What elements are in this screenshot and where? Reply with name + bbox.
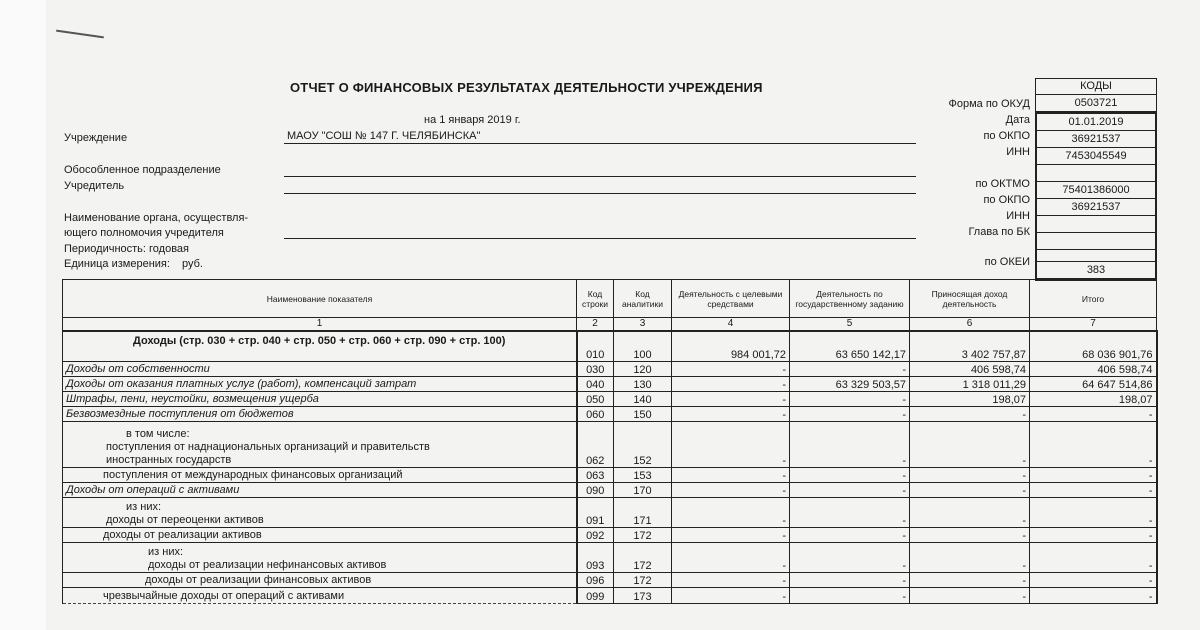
okei-label: по ОКЕИ [984,256,1030,268]
row-c7: - [1030,572,1157,587]
subdivision-underline [284,176,916,177]
row-c4: - [672,572,790,587]
row-code: 050 [577,391,614,406]
row-c5: - [790,482,910,497]
row-analytic: 153 [614,467,672,482]
codes-header: КОДЫ [1036,79,1156,95]
row-analytic: 150 [614,406,672,421]
row-analytic: 172 [614,527,672,542]
row-code: 030 [577,361,614,376]
row-c6: 198,07 [910,391,1030,406]
row-c6: - [910,542,1030,572]
col-num-4: 4 [672,318,790,332]
table-row [63,572,1157,587]
row-code: 096 [577,572,614,587]
header-income-activity: Приносящая доход деятельность [910,280,1030,318]
row-c6: - [910,406,1030,421]
row-analytic: 140 [614,391,672,406]
table-row [63,467,1157,482]
inn2-value [1037,216,1155,233]
institution-label: Учреждение [64,132,128,144]
row-c5: - [790,497,910,527]
row-name: доходы от реализации финансовых активов [63,572,577,587]
authority-underline [284,238,916,239]
table-row [63,542,1157,572]
col-num-3: 3 [614,318,672,332]
table-row [63,482,1157,497]
institution-underline [284,143,916,144]
row-name-text: поступления от наднациональных организаций и правительств иностранных государств [106,440,430,466]
row-c7: - [1030,482,1157,497]
row-code: 099 [577,587,614,603]
row-c5: - [790,527,910,542]
col-num-6: 6 [910,318,1030,332]
row-c5: - [790,361,910,376]
header-line-code: Код строки [577,280,614,318]
inn-label: ИНН [1006,146,1030,158]
row-c5: - [790,572,910,587]
row-c4: - [672,482,790,497]
table-row [63,497,1157,527]
table-row [63,361,1157,376]
row-name: поступления от международных финансовых организаций [63,467,577,482]
row-code: 092 [577,527,614,542]
okud-label: Форма по ОКУД [948,98,1030,110]
row-c4: - [672,391,790,406]
row-c7: 406 598,74 [1030,361,1157,376]
row-name: Доходы от собственности [63,361,577,376]
header-analytic-code: Код аналитики [614,280,672,318]
okpo2-label: по ОКПО [983,194,1030,206]
row-name: доходы от реализации активов [63,527,577,542]
row-analytic: 171 [614,497,672,527]
row-c6: - [910,421,1030,467]
row-c4: - [672,376,790,391]
row-c5: 63 650 142,17 [790,331,910,361]
row-code: 091 [577,497,614,527]
subsection-caption: из них: [126,500,162,513]
row-name: чрезвычайные доходы от операций с активами [63,587,577,603]
staple-mark [56,30,104,39]
date-value: 01.01.2019 [1037,114,1155,131]
row-c7: - [1030,542,1157,572]
authority-label-line2: ющего полномочия учредителя [64,227,224,239]
row-code: 063 [577,467,614,482]
header-total: Итого [1030,280,1157,318]
oktmo-label: по ОКТМО [975,178,1030,190]
financial-results-table [62,279,1158,604]
authority-label-line1: Наименование органа, осуществля- [64,212,249,224]
subsection-caption: в том числе: [126,427,190,440]
table-row [63,391,1157,406]
row-c4: - [672,467,790,482]
row-c4: - [672,527,790,542]
header-name: Наименование показателя [63,280,577,318]
row-name: Безвозмездные поступления от бюджетов [63,406,577,421]
row-analytic: 100 [614,331,672,361]
table-row [63,331,1157,361]
row-c5: - [790,542,910,572]
subdivision-label: Обособленное подразделение [64,164,221,176]
table-row [63,527,1157,542]
row-c7: - [1030,497,1157,527]
row-c7: - [1030,421,1157,467]
inn-value: 7453045549 [1037,148,1155,165]
row-name-text: доходы от реализации нефинансовых активов [148,558,387,571]
empty-code-1 [1037,165,1155,182]
col-num-2: 2 [577,318,614,332]
inn2-label: ИНН [1006,210,1030,222]
row-c5: - [790,391,910,406]
okpo-value: 36921537 [1037,131,1155,148]
row-name: Доходы от операций с активами [63,482,577,497]
col-num-7: 7 [1030,318,1157,332]
row-analytic: 130 [614,376,672,391]
unit-value: руб. [182,258,203,270]
table-row [63,421,1157,467]
table-row [63,587,1157,603]
row-name: Доходы (стр. 030 + стр. 040 + стр. 050 + стр. 060 + стр. 090 + стр. 100) [63,331,577,361]
founder-underline [284,193,916,194]
institution-value: МАОУ "СОШ № 147 Г. ЧЕЛЯБИНСКА" [287,130,481,142]
header-target-funds: Деятельность с целевыми средствами [672,280,790,318]
table-header-row [63,280,1157,318]
row-c6: - [910,467,1030,482]
date-label: Дата [1005,114,1030,126]
row-c7: - [1030,587,1157,603]
row-name: Штрафы, пени, неустойки, возмещения ущерба [63,391,577,406]
row-c4: - [672,361,790,376]
row-c6: - [910,572,1030,587]
table-row [63,376,1157,391]
row-c6: - [910,527,1030,542]
row-c4: 984 001,72 [672,331,790,361]
row-c5: - [790,421,910,467]
row-c7: 68 036 901,76 [1030,331,1157,361]
row-c7: 64 647 514,86 [1030,376,1157,391]
row-analytic: 120 [614,361,672,376]
report-title: ОТЧЕТ О ФИНАНСОВЫХ РЕЗУЛЬТАТАХ ДЕЯТЕЛЬНОСТИ УЧРЕЖДЕНИЯ [290,80,763,95]
row-c5: 63 329 503,57 [790,376,910,391]
row-analytic: 172 [614,572,672,587]
row-c5: - [790,587,910,603]
row-c6: - [910,587,1030,603]
okpo-label: по ОКПО [983,130,1030,142]
periodicity-label: Периодичность: годовая [64,243,190,255]
codes-box [1035,78,1157,281]
row-code: 062 [577,421,614,467]
okpo2-value: 36921537 [1037,199,1155,216]
bk-value [1037,233,1155,250]
row-c6: 1 318 011,29 [910,376,1030,391]
row-c4: - [672,587,790,603]
subsection-caption: из них: [148,545,184,558]
row-code: 090 [577,482,614,497]
col-num-5: 5 [790,318,910,332]
okei-value: 383 [1086,264,1106,276]
col-num-1: 1 [63,318,577,332]
row-analytic: 173 [614,587,672,603]
row-code: 040 [577,376,614,391]
row-name-text: доходы от переоценки активов [106,513,264,526]
row-name [63,497,577,527]
row-c7: - [1030,467,1157,482]
row-name [63,421,577,467]
row-c7: 198,07 [1030,391,1157,406]
empty-code-2 [1037,250,1155,262]
row-c6: 3 402 757,87 [910,331,1030,361]
row-c4: - [672,406,790,421]
row-c4: - [672,542,790,572]
report-date-line: на 1 января 2019 г. [424,114,521,126]
founder-label: Учредитель [64,180,125,192]
row-c7: - [1030,406,1157,421]
table-row [63,406,1157,421]
row-c7: - [1030,527,1157,542]
row-code: 010 [577,331,614,361]
row-c5: - [790,406,910,421]
row-c6: 406 598,74 [910,361,1030,376]
oktmo-value: 75401386000 [1037,182,1155,199]
row-code: 093 [577,542,614,572]
row-c6: - [910,482,1030,497]
row-c5: - [790,467,910,482]
row-c6: - [910,497,1030,527]
row-analytic: 172 [614,542,672,572]
bk-label: Глава по БК [968,226,1030,238]
okud-value: 0503721 [1036,95,1156,112]
header-state-task: Деятельность по государственному заданию [790,280,910,318]
row-analytic: 152 [614,421,672,467]
column-number-row [63,318,1157,332]
row-c4: - [672,497,790,527]
row-name: Доходы от оказания платных услуг (работ), компенсаций затрат [63,376,577,391]
row-code: 060 [577,406,614,421]
unit-label: Единица измерения: [64,258,170,270]
row-name [63,542,577,572]
row-analytic: 170 [614,482,672,497]
row-c4: - [672,421,790,467]
paper-edge [0,0,46,630]
codes-inner-box [1035,112,1157,280]
